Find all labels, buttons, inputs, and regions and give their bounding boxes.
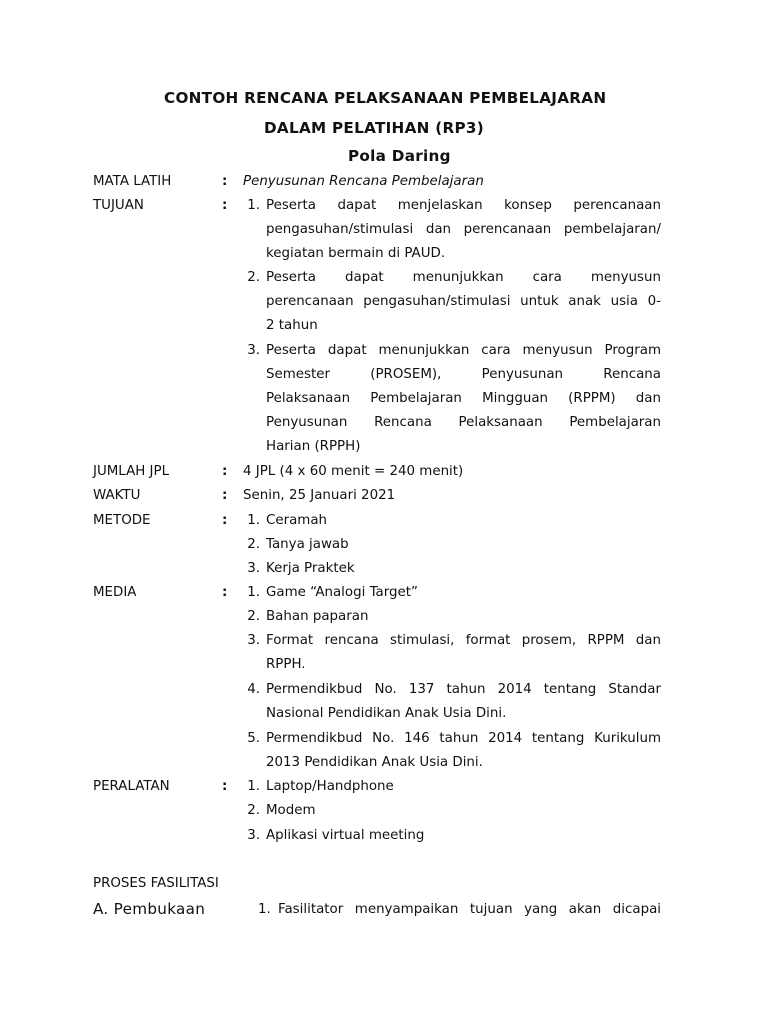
waktu-value: Senin, 25 Januari 2021 xyxy=(243,488,396,503)
jumlah-jpl-label: JUMLAH JPL xyxy=(93,464,170,479)
colon: : xyxy=(222,174,228,189)
metode-label: METODE xyxy=(93,513,151,528)
list-item-line: Pelaksanaan Pembelajaran Mingguan (RPPM) dan xyxy=(266,391,661,406)
list-item-line: RPPH. xyxy=(266,657,306,672)
list-item-line: Modem xyxy=(266,803,316,818)
document-title-line-1: CONTOH RENCANA PELAKSANAAN PEMBELAJARAN xyxy=(164,89,607,107)
list-number: 1. xyxy=(258,902,271,917)
mata-latih-label: MATA LATIH xyxy=(93,174,172,189)
list-item-line: Format rencana stimulasi, format prosem, RPPM dan xyxy=(266,633,661,648)
list-number: 3. xyxy=(247,633,260,648)
peralatan-label: PERALATAN xyxy=(93,779,170,794)
section-a-heading: A. Pembukaan xyxy=(93,900,206,918)
jumlah-jpl-value: 4 JPL (4 x 60 menit = 240 menit) xyxy=(243,464,464,479)
proses-fasilitasi-heading: PROSES FASILITASI xyxy=(93,876,219,891)
list-item-line: Laptop/Handphone xyxy=(266,779,394,794)
list-number: 1. xyxy=(247,779,260,794)
list-number: 5. xyxy=(247,731,260,746)
media-label: MEDIA xyxy=(93,585,137,600)
list-item-line: Game “Analogi Target” xyxy=(266,585,418,600)
list-item-line: Peserta dapat menunjukkan cara menyusun Program xyxy=(266,343,661,358)
list-item-line: 2013 Pendidikan Anak Usia Dini. xyxy=(266,755,483,770)
list-item-line: Kerja Praktek xyxy=(266,561,355,576)
list-item-line: Harian (RPPH) xyxy=(266,439,361,454)
colon: : xyxy=(222,488,228,503)
list-item-line: Penyusunan Rencana Pelaksanaan Pembelajaran xyxy=(266,415,661,430)
document-title-line-2: DALAM PELATIHAN (RP3) xyxy=(264,119,484,137)
list-item-line: Permendikbud No. 137 tahun 2014 tentang Standar xyxy=(266,682,661,697)
list-item-line: Nasional Pendidikan Anak Usia Dini. xyxy=(266,706,507,721)
tujuan-label: TUJUAN xyxy=(93,198,144,213)
list-item-line: Permendikbud No. 146 tahun 2014 tentang Kurikulum xyxy=(266,731,661,746)
list-item-line: Aplikasi virtual meeting xyxy=(266,828,425,843)
list-number: 1. xyxy=(247,585,260,600)
document-subtitle: Pola Daring xyxy=(348,147,451,165)
list-number: 3. xyxy=(247,343,260,358)
list-item-line: 2 tahun xyxy=(266,318,318,333)
list-number: 2. xyxy=(247,537,260,552)
list-number: 4. xyxy=(247,682,260,697)
list-item-line: kegiatan bermain di PAUD. xyxy=(266,246,446,261)
list-item-line: Bahan paparan xyxy=(266,609,369,624)
list-item-line: Peserta dapat menjelaskan konsep perencanaan xyxy=(266,198,661,213)
list-number: 1. xyxy=(247,198,260,213)
colon: : xyxy=(222,464,228,479)
list-item-line: Ceramah xyxy=(266,513,328,528)
list-item-line: pengasuhan/stimulasi dan perencanaan pembelajaran/ xyxy=(266,222,661,237)
list-item-line: Semester (PROSEM), Penyusunan Rencana xyxy=(266,367,661,382)
colon: : xyxy=(222,198,228,213)
list-item-line: Peserta dapat menunjukkan cara menyusun xyxy=(266,270,661,285)
list-item-line: Fasilitator menyampaikan tujuan yang akan dicapai xyxy=(278,902,661,917)
list-number: 3. xyxy=(247,828,260,843)
colon: : xyxy=(222,585,228,600)
list-number: 2. xyxy=(247,609,260,624)
list-number: 2. xyxy=(247,270,260,285)
colon: : xyxy=(222,779,228,794)
colon: : xyxy=(222,513,228,528)
waktu-label: WAKTU xyxy=(93,488,141,503)
list-number: 2. xyxy=(247,803,260,818)
list-number: 3. xyxy=(247,561,260,576)
list-item-line: perencanaan pengasuhan/stimulasi untuk anak usia 0- xyxy=(266,294,661,309)
list-item-line: Tanya jawab xyxy=(266,537,349,552)
mata-latih-value: Penyusunan Rencana Pembelajaran xyxy=(243,174,484,189)
list-number: 1. xyxy=(247,513,260,528)
